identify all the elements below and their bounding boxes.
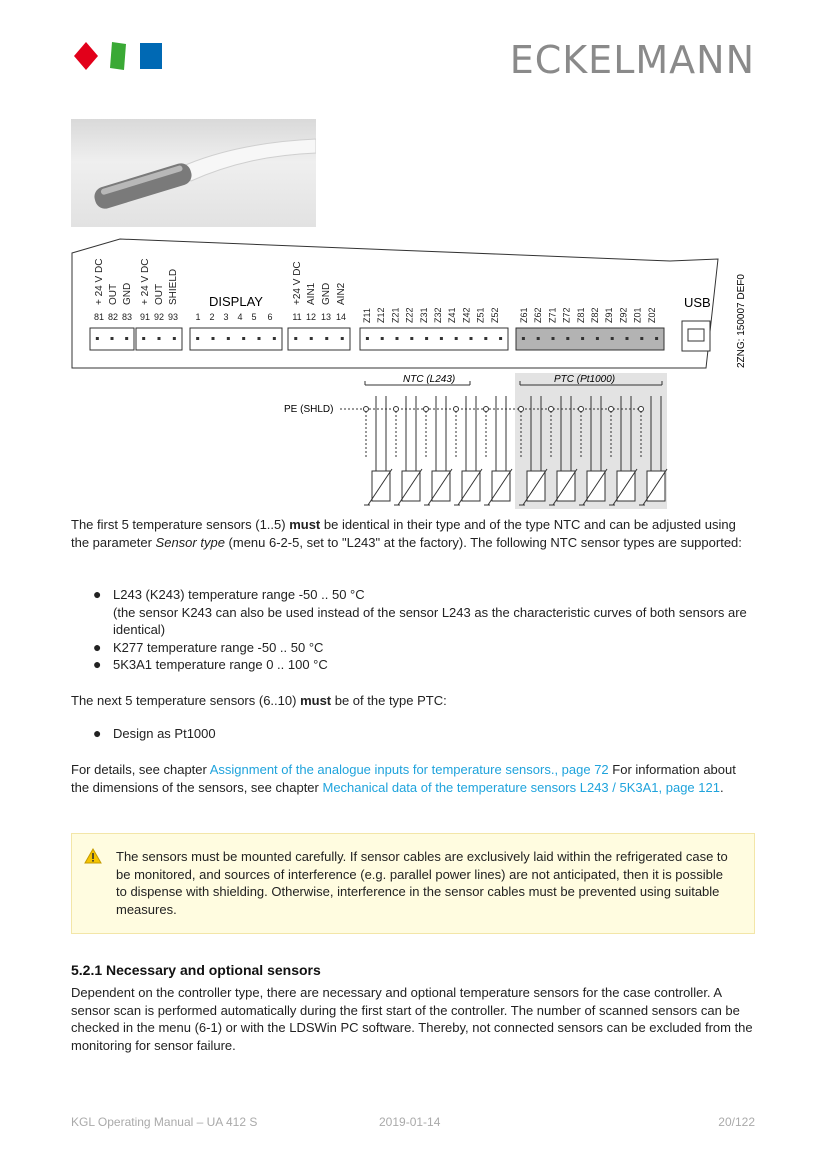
eckelmann-logo-icon [72,40,164,74]
terminal-number: 14 [335,312,347,322]
list-item: ● K277 temperature range -50 .. 50 °C [93,638,324,655]
terminal-label: Z42 [461,307,472,323]
section-paragraph: Dependent on the controller type, there are necessary and optional temperature sensors for the case controller. A sensor scan is performed automatically during the first start of the controller. The number of scanned sensors can be checked in the menu (6-1) or with the LDSWin PC software. Thereby, not connected sensors can be excluded from the monitoring for sensor failure. [71,985,753,1053]
sensor-symbol [424,396,453,505]
terminal-label: Z61 [519,307,529,323]
terminal-label: Z72 [561,307,572,323]
terminal-number: 5 [251,312,257,322]
terminal-label: Z01 [632,307,643,323]
assignment-chapter-link[interactable]: Assignment of the analogue inputs for temperature sensors., page 72 [209,762,609,777]
terminal-label: Z51 [475,307,486,323]
list-item: ● 5K3A1 temperature range 0 .. 100 °C [93,656,328,672]
terminal-number: 91 [139,312,151,322]
terminal-pin [258,337,261,340]
list-item: ● L243 (K243) temperature range -50 .. 50 °C (the sensor K243 can also be used instead of the sensor L243 as the characteristic curves of both sensors are identical) [93,586,747,637]
terminal-block [288,328,350,350]
terminal-number: 92 [153,312,165,322]
terminal-label: + 24 V DC [140,258,151,305]
terminal-pin [581,337,584,340]
terminal-label: Z12 [376,307,387,323]
warning-note [71,833,755,934]
terminal-number: 81 [93,312,105,322]
terminal-number: 1 [195,312,201,322]
terminal-label: Z21 [390,307,401,323]
terminal-number: 2 [209,312,215,322]
terminal-pin [294,337,297,340]
terminal-pin [111,337,114,340]
terminal-label: + 24 V DC [94,258,105,305]
terminal-pin [396,337,399,340]
terminal-pin [273,337,276,340]
terminal-label: Z91 [604,307,615,323]
pe-label: PE (SHLD) [284,404,334,415]
terminal-number: 93 [167,312,179,322]
terminal-label: Z32 [433,307,443,323]
terminal-pin [341,337,344,340]
terminal-pin [640,337,643,340]
terminal-pin [552,337,555,340]
terminal-pin [455,337,458,340]
sensor-photo [71,119,316,227]
ntc-label: NTC (L243) [403,374,456,385]
terminal-label: Z92 [618,307,629,323]
terminal-label: Z41 [447,307,458,323]
ntc-sensor-list [71,586,755,674]
terminal-pin [242,337,245,340]
ptc-label: PTC (Pt1000) [554,374,616,385]
terminal-pin [381,337,384,340]
terminal-pin [484,337,487,340]
terminal-pin [626,337,629,340]
ptc-sensor-list [71,725,755,743]
terminal-pin [366,337,369,340]
terminal-pin [655,337,658,340]
display-label: DISPLAY [209,294,263,309]
terminal-label: OUT [154,283,165,305]
terminal-label: Z52 [489,307,500,323]
terminal-pin [173,337,176,340]
terminal-diagram [70,233,760,513]
terminal-label: OUT [108,283,119,305]
note-text: The sensors must be mounted carefully. If sensor cables are exclusively laid within the refrigerated case to be monitored, and sources of interference (e.g. parallel power lines) are not anticipated, then it is possible to dispense with shielding. Otherwise, interference in the sensor cables must be prevented using suitable measures. [116,849,728,917]
terminal-pin [196,337,199,340]
terminal-pin [212,337,215,340]
sensor-symbol [484,396,513,505]
terminal-block [190,328,282,350]
ptc-paragraph: The next 5 temperature sensors (6..10) must be of the type PTC: [71,693,447,708]
terminal-number: 11 [292,312,302,322]
terminal-label: Z81 [575,307,586,323]
intro-paragraph: The first 5 temperature sensors (1..5) must be identical in their type and of the type NTC and can be adjusted using the parameter Sensor type (menu 6-2-5, set to "L243" at the factory). The following NTC sensor types are supported: [71,517,742,550]
terminal-label: Z22 [404,307,415,323]
warning-icon [84,848,102,864]
terminal-label: AIN1 [306,282,317,305]
section-heading: 5.2.1 Necessary and optional sensors [71,962,321,978]
terminal-label: GND [122,282,133,305]
terminal-label: Z82 [590,307,600,323]
terminal-number: 13 [320,312,332,322]
terminal-pin [158,337,161,340]
terminal-pin [499,337,502,340]
terminal-pin [227,337,230,340]
terminal-number: 6 [267,312,273,322]
terminal-label: Z62 [533,307,544,323]
terminal-number: 83 [121,312,133,322]
sensor-symbol [454,396,483,505]
terminal-number: 4 [237,312,243,322]
terminal-number: 12 [305,312,317,322]
details-paragraph: For details, see chapter Assignment of the analogue inputs for temperature sensors., page 72 For information about the dimensions of the sensors, see chapter Mechanical data of the temperature sensors L243 / 5K3A1, page 121. [71,762,736,795]
mechanical-data-chapter-link[interactable]: Mechanical data of the temperature sensors L243 / 5K3A1, page 121 [322,779,720,795]
terminal-pin [611,337,614,340]
footer-manual: KGL Operating Manual – UA 412 S [71,1115,258,1129]
terminal-pin [425,337,428,340]
terminal-label: SHIELD [168,268,179,305]
terminal-pin [566,337,569,340]
terminal-pin [310,337,313,340]
terminal-pin [142,337,145,340]
terminal-pin [537,337,540,340]
terminal-number: 3 [223,312,229,322]
sensor-symbol [364,396,393,505]
terminal-pin [96,337,99,340]
terminal-label: +24 V DC [292,261,303,305]
terminal-number: 82 [107,312,119,322]
footer-date: 2019-01-14 [379,1115,441,1129]
sensor-symbol [394,396,423,505]
footer-page-number: 20/122 [718,1115,755,1129]
terminal-label: Z31 [418,307,429,323]
board-side-label: 2ZNG: 150007 DEF0 [736,274,747,368]
terminal-label: Z71 [547,307,558,323]
list-item: ● Design as Pt1000 [93,725,216,741]
terminal-pin [470,337,473,340]
terminal-pin [596,337,599,340]
terminal-label: AIN2 [336,282,347,305]
terminal-label: Z11 [362,308,372,323]
terminal-label: Z02 [646,307,657,323]
terminal-pin [440,337,443,340]
terminal-pin [325,337,328,340]
usb-label: USB [684,295,711,310]
brand-name: ECKELMANN [509,38,755,82]
terminal-pin [522,337,525,340]
terminal-label: GND [321,282,332,305]
terminal-pin [125,337,128,340]
terminal-pin [410,337,413,340]
